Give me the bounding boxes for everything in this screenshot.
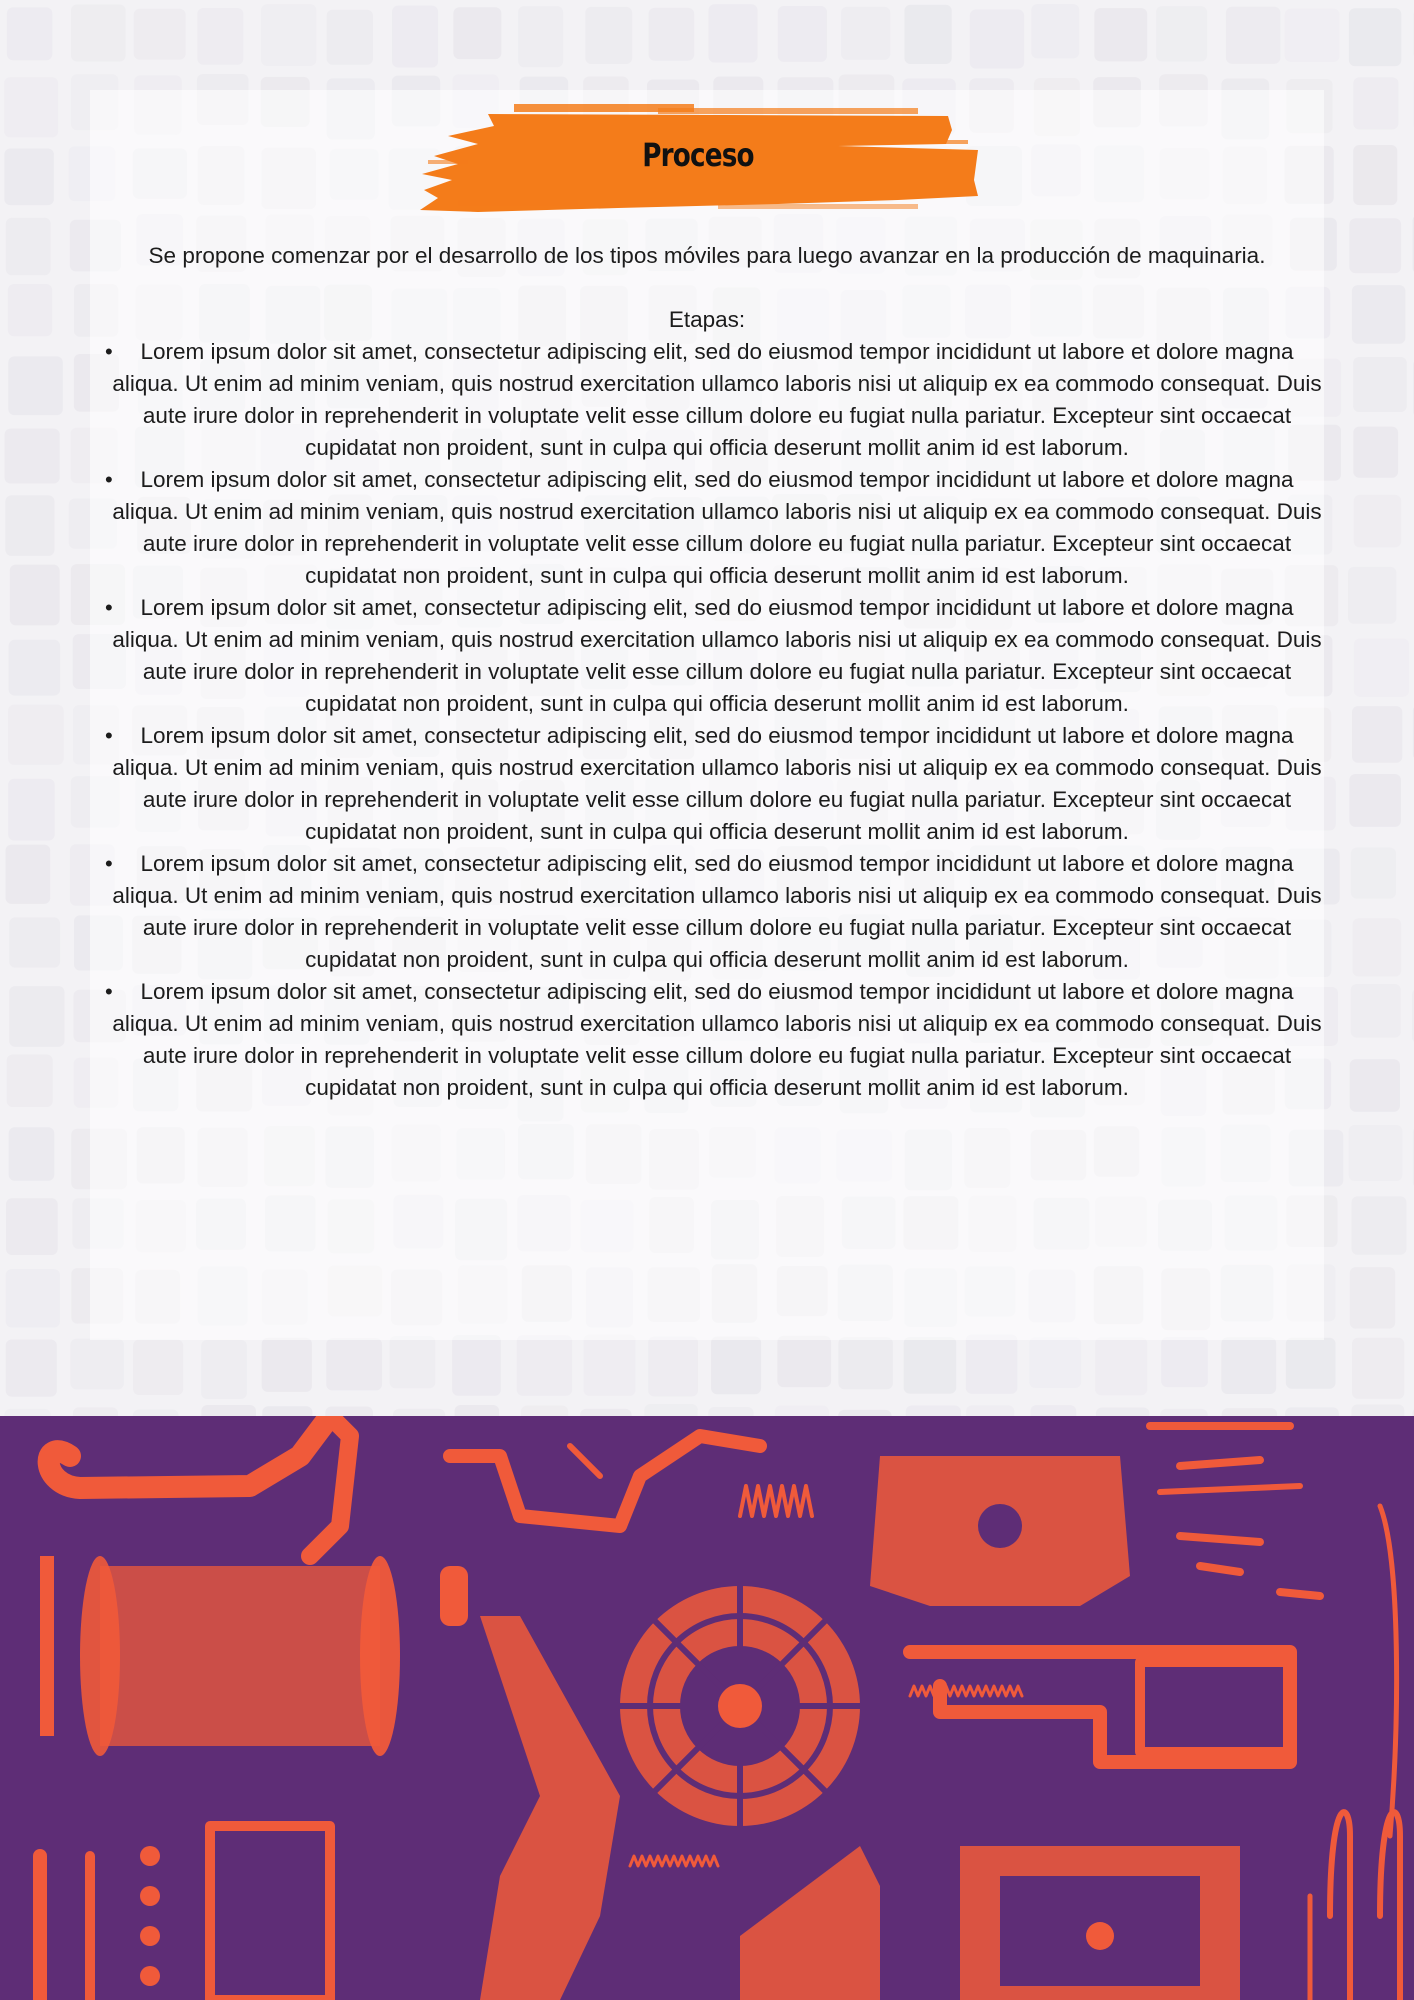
list-item	[105, 464, 1322, 592]
list-item	[105, 336, 1322, 464]
title-block	[418, 100, 978, 218]
stages-list	[92, 336, 1322, 1104]
list-item	[105, 592, 1322, 720]
list-item-text: Lorem ipsum dolor sit amet, consectetur adipiscing elit, sed do eiusmod tempor incididunt ut labore et dolore magna aliqua. Ut enim ad minim veniam, quis nostrud exercitation ullamco laboris nisi ut aliquip ex ea commodo consequat. Duis aute irure dolor in reprehenderit in voluptate velit esse cillum dolore eu fugiat nulla pariatur. Excepteur sint occaecat cupidatat non proident, sunt in culpa qui officia deserunt mollit anim id est laborum.	[112, 851, 1322, 972]
list-item	[105, 848, 1322, 976]
list-item-text: Lorem ipsum dolor sit amet, consectetur adipiscing elit, sed do eiusmod tempor incididunt ut labore et dolore magna aliqua. Ut enim ad minim veniam, quis nostrud exercitation ullamco laboris nisi ut aliquip ex ea commodo consequat. Duis aute irure dolor in reprehenderit in voluptate velit esse cillum dolore eu fugiat nulla pariatur. Excepteur sint occaecat cupidatat non proident, sunt in culpa qui officia deserunt mollit anim id est laborum.	[112, 339, 1322, 460]
list-item-text: Lorem ipsum dolor sit amet, consectetur adipiscing elit, sed do eiusmod tempor incididunt ut labore et dolore magna aliqua. Ut enim ad minim veniam, quis nostrud exercitation ullamco laboris nisi ut aliquip ex ea commodo consequat. Duis aute irure dolor in reprehenderit in voluptate velit esse cillum dolore eu fugiat nulla pariatur. Excepteur sint occaecat cupidatat non proident, sunt in culpa qui officia deserunt mollit anim id est laborum.	[112, 723, 1322, 844]
list-item-text: Lorem ipsum dolor sit amet, consectetur adipiscing elit, sed do eiusmod tempor incididunt ut labore et dolore magna aliqua. Ut enim ad minim veniam, quis nostrud exercitation ullamco laboris nisi ut aliquip ex ea commodo consequat. Duis aute irure dolor in reprehenderit in voluptate velit esse cillum dolore eu fugiat nulla pariatur. Excepteur sint occaecat cupidatat non proident, sunt in culpa qui officia deserunt mollit anim id est laborum.	[112, 595, 1322, 716]
machine-parts-illustration	[0, 1416, 1414, 2000]
bullet-icon: •	[105, 595, 113, 620]
intro-paragraph: Se propone comenzar por el desarrollo de los tipos móviles para luego avanzar en la producción de maquinaria.	[148, 243, 1266, 268]
stages-label: Etapas:	[668, 307, 746, 332]
bullet-icon: •	[105, 467, 113, 492]
typewriter-parts-photo	[0, 1416, 1414, 2000]
list-item-text: Lorem ipsum dolor sit amet, consectetur adipiscing elit, sed do eiusmod tempor incididunt ut labore et dolore magna aliqua. Ut enim ad minim veniam, quis nostrud exercitation ullamco laboris nisi ut aliquip ex ea commodo consequat. Duis aute irure dolor in reprehenderit in voluptate velit esse cillum dolore eu fugiat nulla pariatur. Excepteur sint occaecat cupidatat non proident, sunt in culpa qui officia deserunt mollit anim id est laborum.	[112, 467, 1322, 588]
list-item	[105, 976, 1322, 1104]
list-item-text: Lorem ipsum dolor sit amet, consectetur adipiscing elit, sed do eiusmod tempor incididunt ut labore et dolore magna aliqua. Ut enim ad minim veniam, quis nostrud exercitation ullamco laboris nisi ut aliquip ex ea commodo consequat. Duis aute irure dolor in reprehenderit in voluptate velit esse cillum dolore eu fugiat nulla pariatur. Excepteur sint occaecat cupidatat non proident, sunt in culpa qui officia deserunt mollit anim id est laborum.	[112, 979, 1322, 1100]
bullet-icon: •	[105, 723, 113, 748]
body-text	[92, 240, 1322, 1104]
list-item	[105, 720, 1322, 848]
bullet-icon: •	[105, 851, 113, 876]
bullet-icon: •	[105, 339, 113, 364]
bullet-icon: •	[105, 979, 113, 1004]
page-title: Proceso	[642, 136, 754, 174]
